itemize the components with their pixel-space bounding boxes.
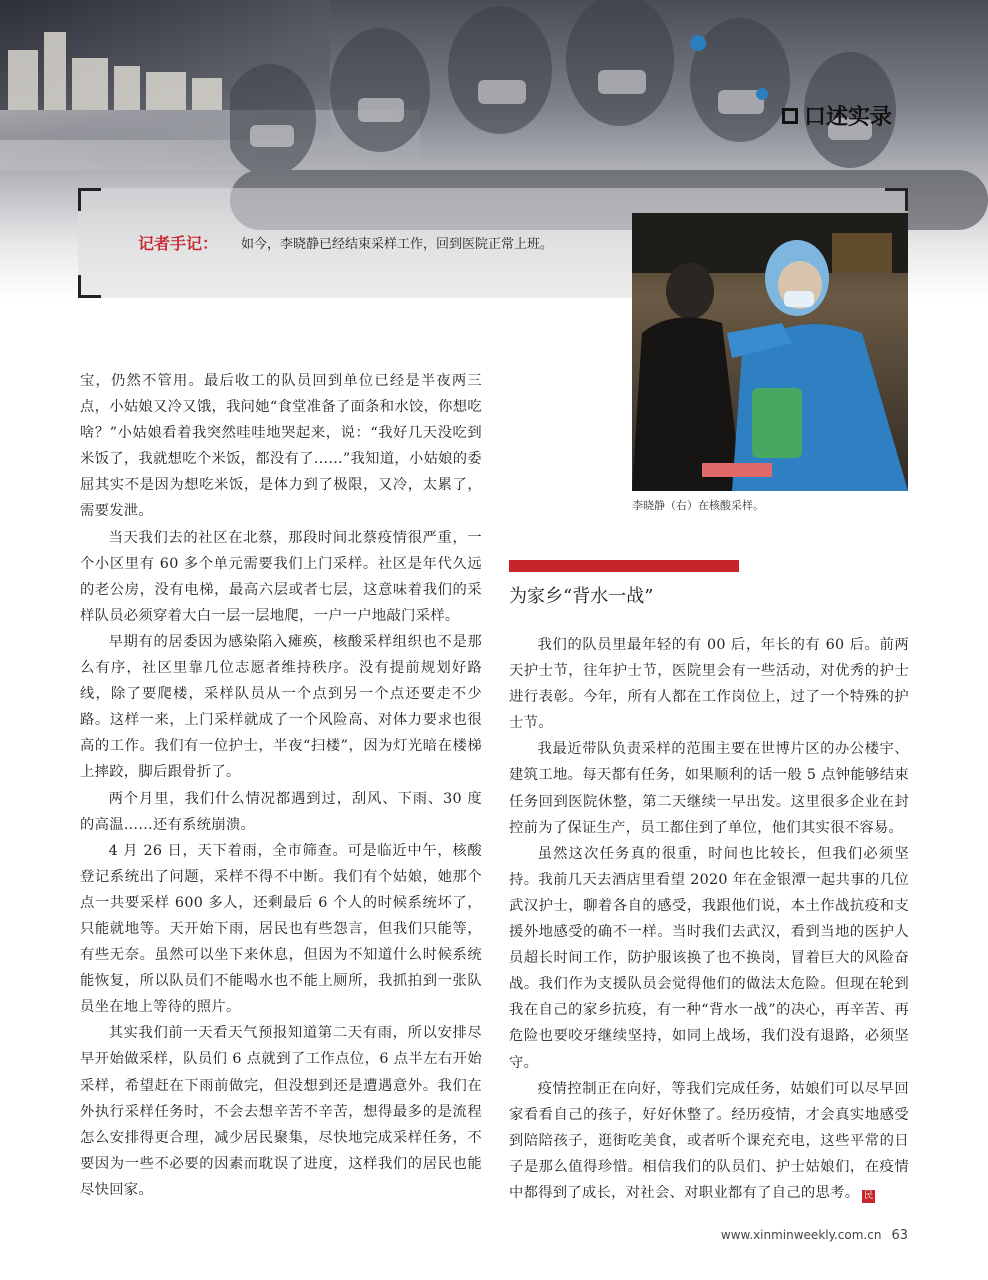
last-paragraph bbox=[509, 1076, 909, 1206]
note-text: 如今，李晓静已经结束采样工作，回到医院正常上班。 bbox=[241, 237, 554, 252]
nucleic-acid-sampling-photo bbox=[632, 213, 908, 491]
section-heading: 为家乡“背水一战” bbox=[509, 586, 654, 607]
section-title bbox=[782, 100, 892, 131]
paragraph: 早期有的居委因为感染陷入瘫痪，核酸采样组织也不是那么有序，社区里靠几位志愿者维持秩序。没有提前规划好路线，除了要爬楼，采样队员从一个点到另一个点还要走不少路。这样一来，上门采样就成了一个风险高、对体力要求也很高的工作。我们有一位护士，半夜“扫楼”，因为灯光暗在楼梯上摔跤，脚后跟骨折了。 bbox=[80, 633, 482, 781]
corner-bracket-icon bbox=[78, 275, 101, 298]
photo-illustration bbox=[632, 213, 908, 491]
paragraph-text: 疫情控制正在向好，等我们完成任务，姑娘们可以尽早回家看看自己的孩子，好好休整了。经历疫情，才会真实地感受到陪陪孩子，逛街吃美食，或者听个课充充电，这些平常的日子是那么值得珍惜。相信我们的队员们、护士姑娘们，在疫情中都得到了成长，对社会、对职业都有了自己的思考。 bbox=[509, 1080, 909, 1201]
heading-accent-bar bbox=[509, 560, 739, 572]
corner-bracket-icon bbox=[78, 188, 101, 211]
paragraph: 我们的队员里最年轻的有 00 后，年长的有 60 后。前两天护士节，往年护士节，医院里会有一些活动，对优秀的护士进行表彰。今年，所有人都在工作岗位上，过了一个特殊的护士节。 bbox=[509, 637, 909, 732]
paragraph: 4 月 26 日，天下着雨，全市筛查。可是临近中午，核酸登记系统出了问题，采样不得不中断。我们有个姑娘，她那个点一共要采样 600 多人，还剩最后 6 个人的时候系统坏了，只能就地等。天开始下雨，居民也有些怨言，但我们只能等，有些无奈。虽然可以坐下来休息，但因为不知道什么时候系统能恢复，所以队员们不能喝水也不能上厕所，我抓拍到一张队员坐在地上等待的照片。 bbox=[80, 842, 482, 1016]
paragraph: 虽然这次任务真的很重，时间也比较长，但我们必须坚持。我前几天去酒店里看望 2020 年在金银潭一起共事的几位武汉护士，聊着各自的感受，我跟他们说，本土作战抗疫和支援外地感受的确不一样。当时我们去武汉，看到当地的医护人员超长时间工作，防护服该换了也不换岗，冒着巨大的风险奋战。我们作为支援队员会觉得他们的做法太危险。但现在轮到我在自己的家乡抗疫，有一种“背水一战”的决心，再辛苦、再危险也要咬牙继续坚持，如同上战场，我们没有退路，必须坚守。 bbox=[509, 845, 909, 1071]
paragraph: 其实我们前一天看天气预报知道第二天有雨，所以安排尽早开始做采样，队员们 6 点就到了工作点位，6 点半左右开始采样，希望赶在下雨前做完，但没想到还是遭遇意外。我们在外执行采样任务时，不会去想辛苦不辛苦，想得最多的是流程怎么安排得更合理，减少居民聚集，尽快地完成采样任务，不要因为一些不必要的因素而耽误了进度，这样我们的居民也能尽快回家。 bbox=[80, 1025, 482, 1198]
page-number: 63 bbox=[891, 1228, 908, 1243]
footer-url: www.xinminweekly.com.cn bbox=[720, 1228, 882, 1242]
virus-icon bbox=[690, 35, 706, 51]
paragraph: 两个月里，我们什么情况都遇到过，刮风、下雨、30 度的高温……还有系统崩溃。 bbox=[80, 790, 482, 833]
note-label: 记者手记： bbox=[138, 234, 219, 253]
corner-bracket-icon bbox=[885, 188, 908, 211]
page-footer bbox=[721, 1228, 908, 1243]
paragraph: 当天我们去的社区在北蔡，那段时间北蔡疫情很严重，一个小区里有 60 多个单元需要我们上门采样。社区是年代久远的老公房，没有电梯，最高六层或者七层，这意味着我们的采样队员必须穿着大白一层一层地爬，一户一户地敲门采样。 bbox=[80, 529, 482, 624]
photo-caption: 李晓静（右）在核酸采样。 bbox=[632, 499, 764, 512]
square-icon bbox=[782, 108, 798, 124]
virus-icon bbox=[756, 88, 768, 100]
article-left-column bbox=[80, 368, 482, 1203]
article-right-column bbox=[509, 632, 909, 1206]
paragraph: 我最近带队负责采样的范围主要在世博片区的办公楼宇、建筑工地。每天都有任务，如果顺利的话一般 5 点钟能够结束任务回到医院休整，第二天继续一早出发。这里很多企业在封控前为了保证生产，员工都住到了单位，他们其实很不容易。 bbox=[509, 741, 909, 836]
end-mark-icon: 民 bbox=[864, 1190, 874, 1201]
paragraph: 宝，仍然不管用。最后收工的队员回到单位已经是半夜两三点，小姑娘又冷又饿，我问她“食堂准备了面条和水饺，你想吃啥？”小姑娘看着我突然哇哇地哭起来，说：“我好几天没吃到米饭了，我就想吃个米饭，都没有了……”我知道，小姑娘的委屈其实不是因为想吃米饭，是体力到了极限，又冷，太累了，需要发泄。 bbox=[80, 373, 482, 520]
section-title-text: 口述实录 bbox=[803, 105, 892, 130]
